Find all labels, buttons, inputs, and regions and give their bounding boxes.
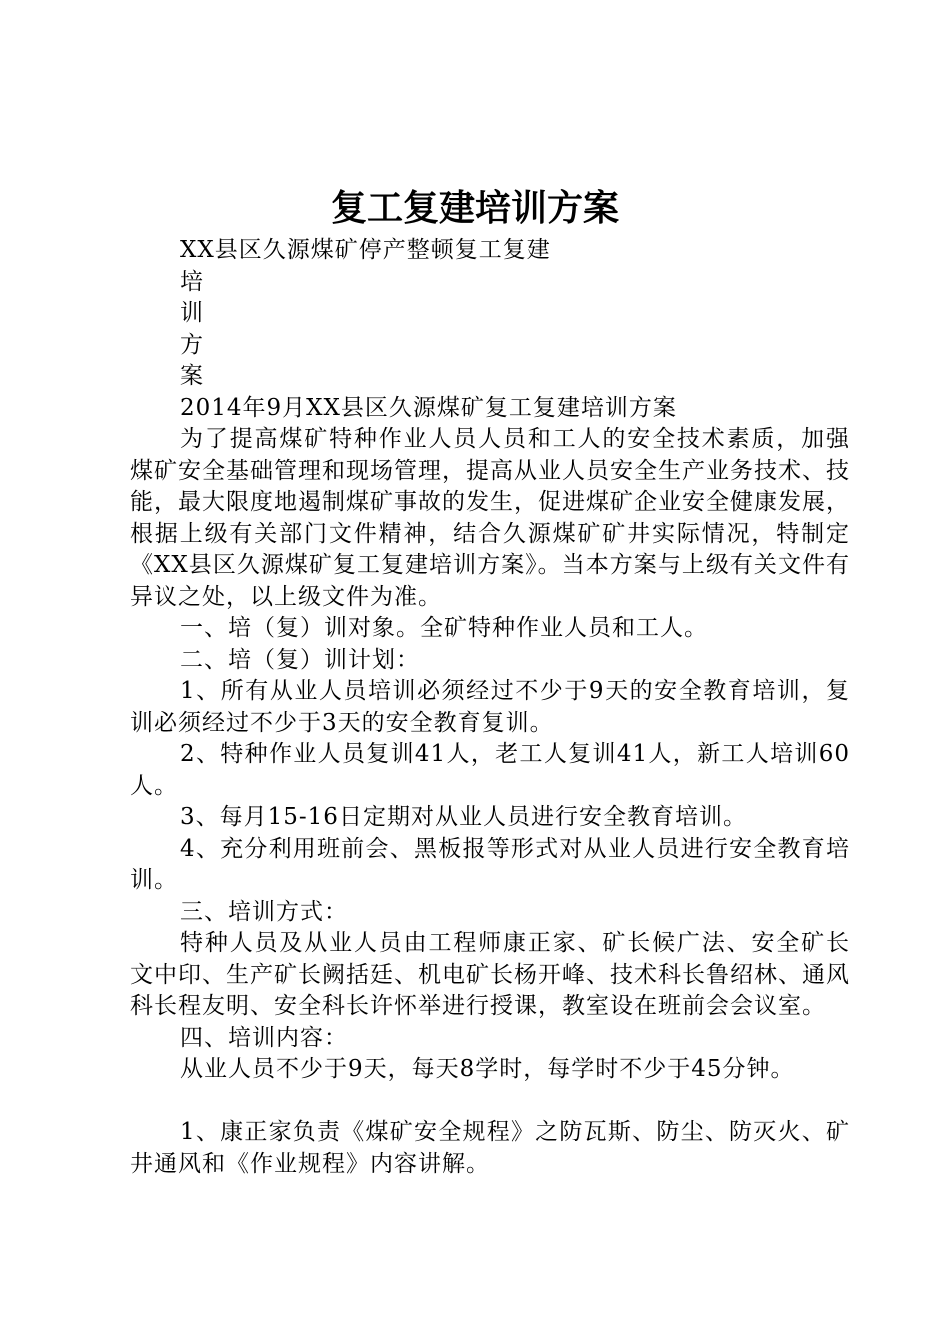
date-heading: 2014年9月XX县区久源煤矿复工复建培训方案 (180, 394, 677, 421)
section-3-heading: 三、培训方式： (180, 898, 348, 925)
subtitle-char: 方 (180, 331, 204, 358)
section-4-heading: 四、培训内容： (180, 1024, 348, 1051)
section-2-heading: 二、培（复）训计划： (180, 646, 420, 673)
blank-line (130, 1086, 850, 1118)
plan-item-3: 3、每月15-16日定期对从业人员进行安全教育培训。 (180, 804, 747, 830)
intro-paragraph: 为了提高煤矿特种作业人员人员和工人的安全技术素质，加强煤矿安全基础管理和现场管理，提高从业人员安全生产业务技术、技能，最大限度地遏制煤矿事故的发生，促进煤矿企业安全健康发展，根据上级有关部门文件精神，结合久源煤矿矿井实际情况，特制定《XX县区久源煤矿复工复建培训方案》。当本方案与上级有关文件有异议之处，以上级文件为准。 (130, 426, 850, 610)
document-title: 复工复建培训方案 (330, 187, 619, 229)
subtitle-char: 案 (180, 363, 204, 389)
content-item-1: 1、康正家负责《煤矿安全规程》之防瓦斯、防尘、防灭火、矿井通风和《作业规程》内容讲解。 (130, 1119, 850, 1177)
content-summary: 从业人员不少于9天，每天8学时，每学时不少于45分钟。 (180, 1056, 795, 1082)
plan-item-1: 1、所有从业人员培训必须经过不少于9天的安全教育培训，复训必须经过不少于3天的安全教育复训。 (130, 678, 850, 736)
section-1-heading: 一、培（复）训对象。全矿特种作业人员和工人。 (180, 615, 708, 641)
plan-item-4: 4、充分利用班前会、黑板报等形式对从业人员进行安全教育培训。 (130, 835, 850, 893)
subtitle-char: 培 (180, 268, 204, 295)
subtitle-line: XX县区久源煤矿停产整顿复工复建 (180, 237, 551, 263)
document-body (130, 235, 850, 1180)
plan-item-2: 2、特种作业人员复训41人，老工人复训41人，新工人培训60人。 (130, 741, 850, 799)
method-paragraph: 特种人员及从业人员由工程师康正家、矿长候广法、安全矿长文中印、生产矿长阙括廷、机电矿长杨开峰、技术科长鲁绍林、通风科长程友明、安全科长许怀举进行授课，教室设在班前会会议室。 (130, 930, 850, 1019)
subtitle-char: 训 (180, 300, 204, 326)
